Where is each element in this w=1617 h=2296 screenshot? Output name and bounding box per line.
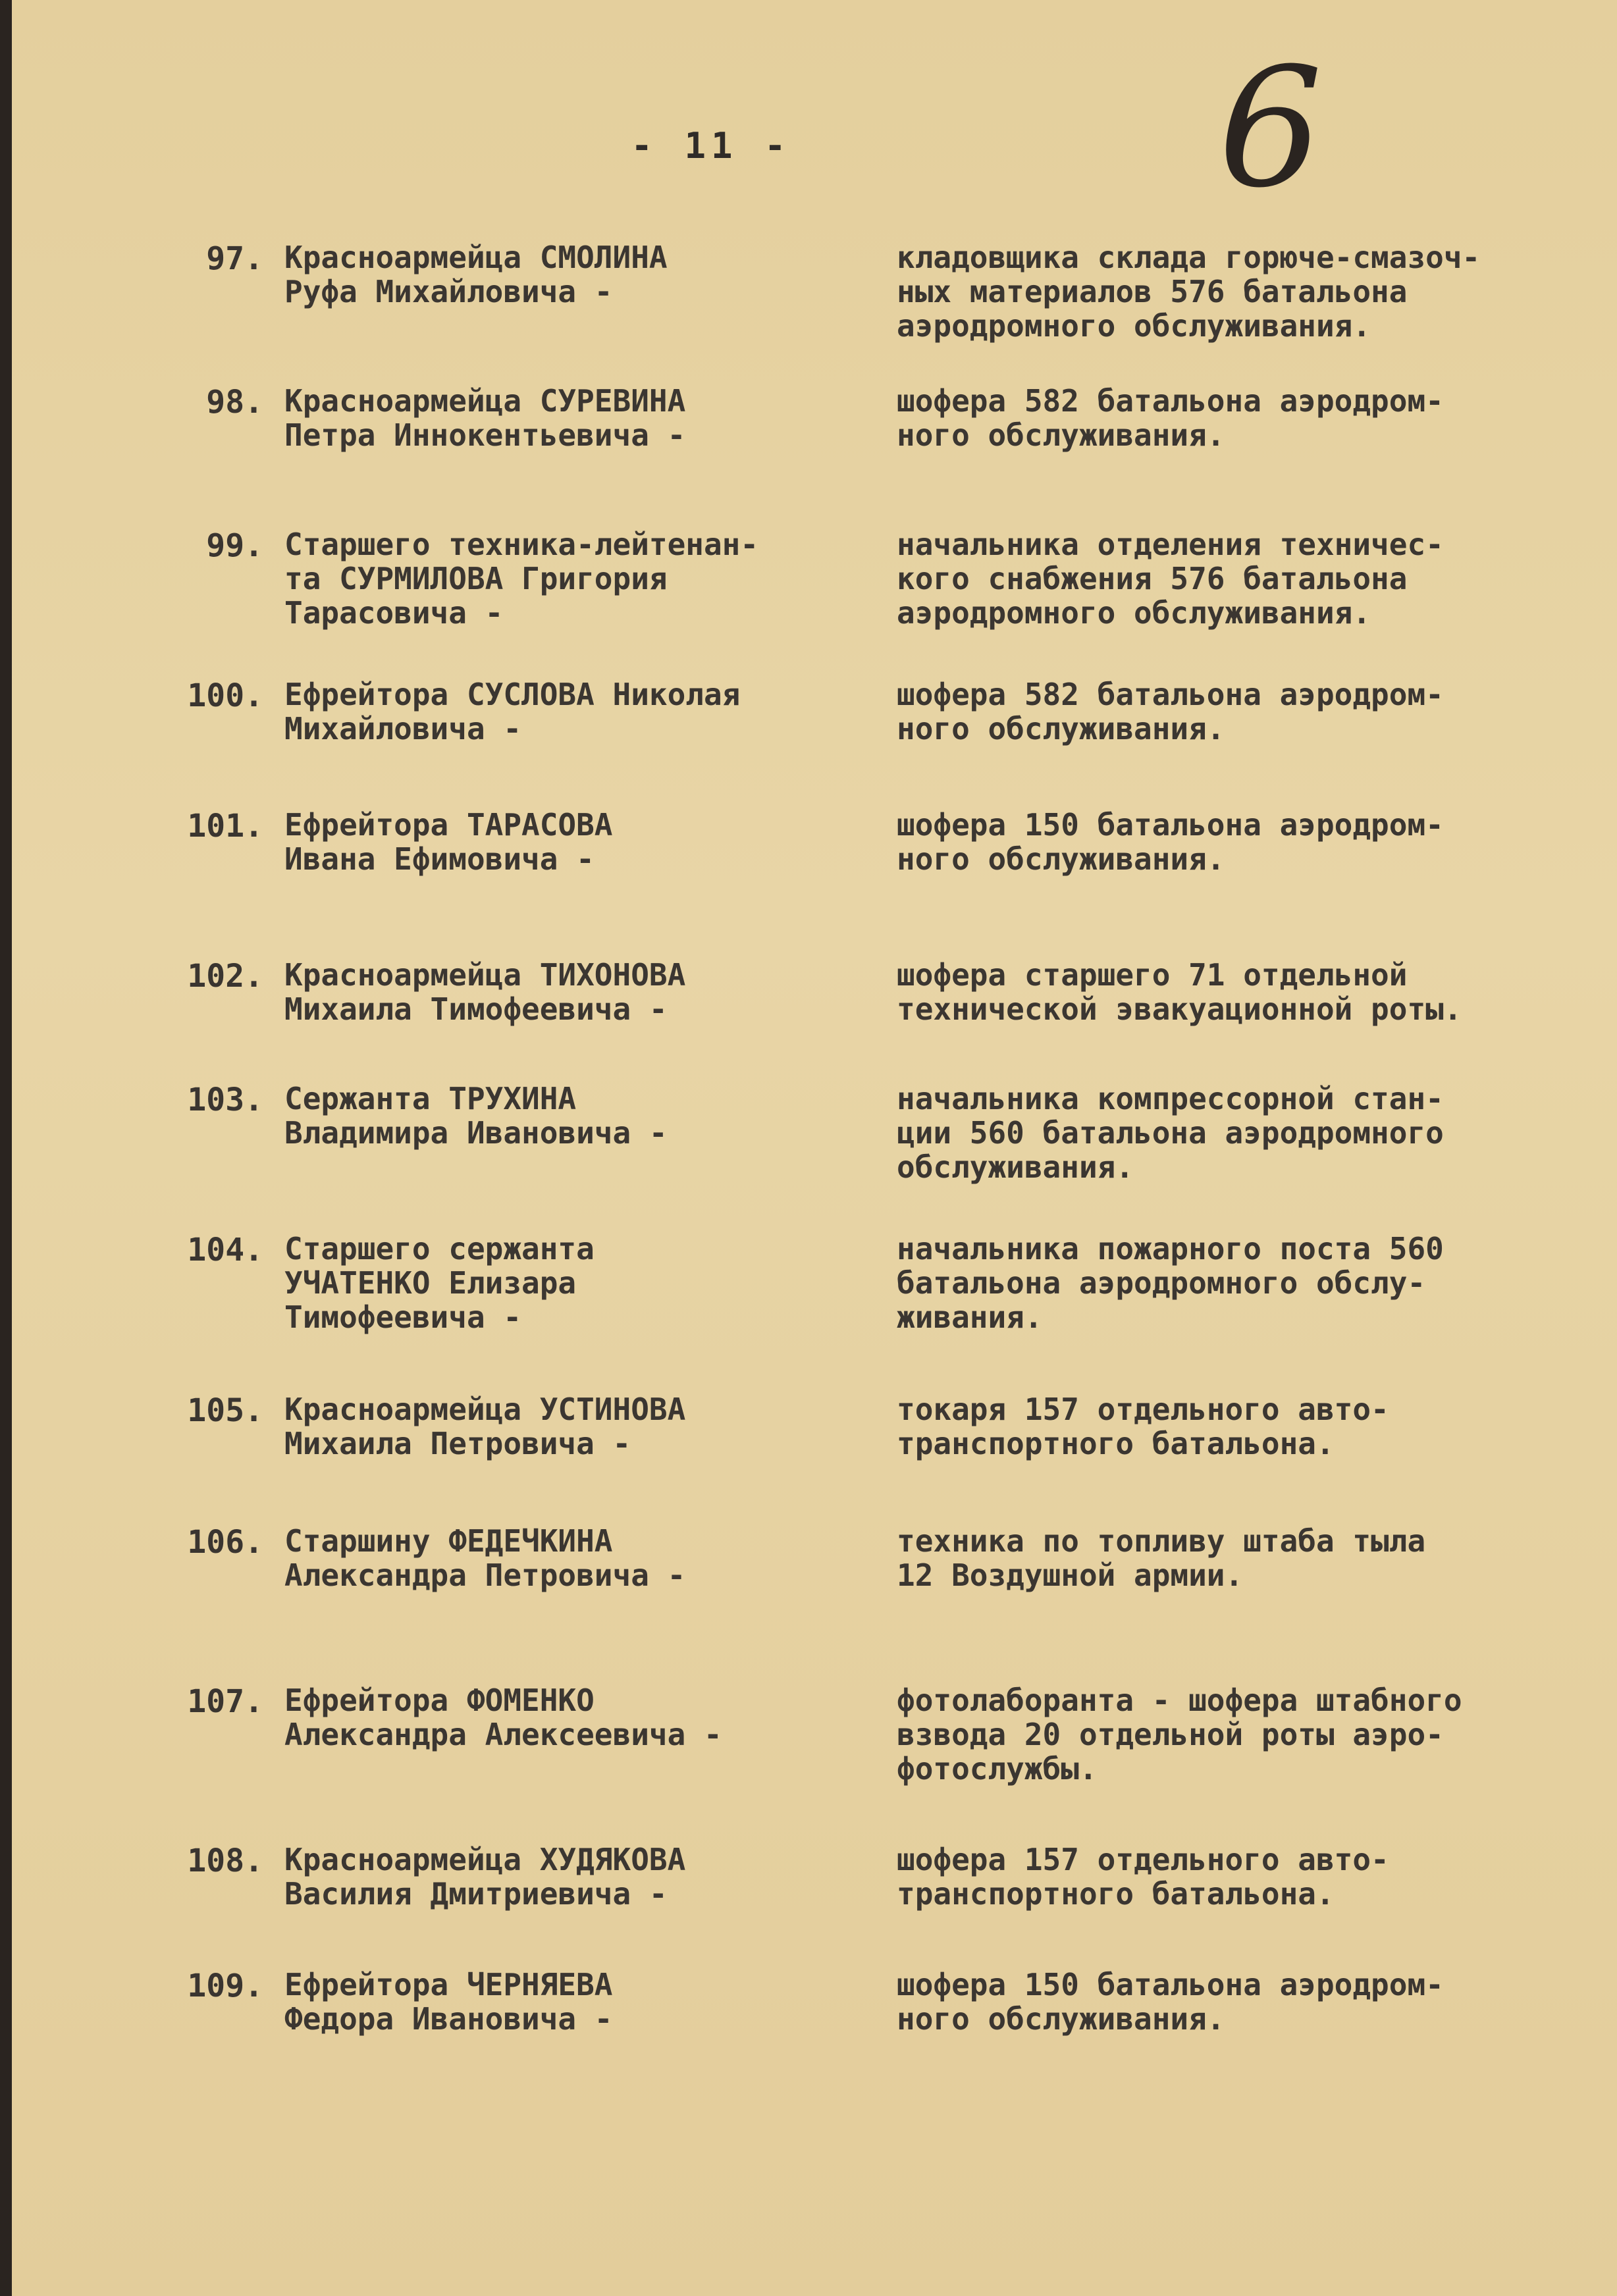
entry-name: Ефрейтора ТАРАСОВА Ивана Ефимовича -: [284, 807, 613, 877]
entry-position: начальника отделения техничес- кого снабжения 576 батальона аэродромного обслуживания.: [897, 527, 1444, 631]
list-entry: [0, 1082, 1617, 1232]
list-entry: [0, 958, 1617, 1082]
entry-name: Красноармейца ТИХОНОВА Михаила Тимофеевича -: [284, 957, 686, 1027]
entry-position: техника по топливу штаба тыла 12 Воздушной армии.: [897, 1523, 1426, 1593]
entry-position: шофера 150 батальона аэродром- ного обслуживания.: [897, 1967, 1444, 2037]
list-entry: [0, 1683, 1617, 1842]
list-entry: [0, 1232, 1617, 1392]
list-entry: [0, 808, 1617, 958]
entry-position: начальника пожарного поста 560 батальона аэродромного обслу- живания.: [897, 1231, 1444, 1335]
list-entry: [0, 1524, 1617, 1683]
list-entry: [0, 1392, 1617, 1524]
entry-position: кладовщика склада горюче-смазоч- ных материалов 576 батальона аэродромного обслуживания.: [897, 240, 1481, 344]
entry-number: 107.: [187, 1683, 263, 1720]
list-entry: [0, 527, 1617, 677]
list-entry: [0, 677, 1617, 808]
entry-number: 103.: [187, 1082, 263, 1118]
entry-position: фотолаборанта - шофера штабного взвода 20 отдельной роты аэро- фотослужбы.: [897, 1683, 1462, 1787]
entry-name: Красноармейца СУРЕВИНА Петра Иннокентьевича -: [284, 383, 686, 453]
handwritten-page-mark: 6: [1218, 32, 1323, 224]
entry-name: Старшину ФЕДЕЧКИНА Александра Петровича -: [284, 1523, 686, 1593]
entry-name: Ефрейтора СУСЛОВА Николая Михайловича -: [284, 677, 741, 746]
entry-number: 102.: [187, 958, 263, 995]
entry-number: 99.: [206, 527, 263, 564]
entry-number: 106.: [187, 1524, 263, 1561]
page-number: - 11 -: [631, 125, 791, 167]
entry-name: Сержанта ТРУХИНА Владимира Ивановича -: [284, 1081, 668, 1151]
list-entry: [0, 384, 1617, 527]
entry-number: 104.: [187, 1232, 263, 1268]
entry-name: Старшего техника-лейтенан- та СУРМИЛОВА Григория Тарасовича -: [284, 527, 759, 631]
entry-number: 97.: [206, 240, 263, 277]
entry-position: шофера 157 отдельного авто- транспортного батальона.: [897, 1842, 1389, 1912]
entry-number: 109.: [187, 1968, 263, 2004]
entry-name: Красноармейца УСТИНОВА Михаила Петровича -: [284, 1392, 686, 1461]
entry-position: шофера 582 батальона аэродром- ного обслуживания.: [897, 383, 1444, 453]
list-entry: [0, 1842, 1617, 1968]
list-entry: [0, 1968, 1617, 2073]
entry-number: 108.: [187, 1842, 263, 1879]
entry-number: 105.: [187, 1392, 263, 1429]
entry-number: 98.: [206, 384, 263, 421]
entry-number: 100.: [187, 677, 263, 714]
entry-name: Ефрейтора ФОМЕНКО Александра Алексеевича -: [284, 1683, 722, 1752]
entry-position: начальника компрессорной стан- ции 560 батальона аэродромного обслуживания.: [897, 1081, 1444, 1185]
entry-position: шофера старшего 71 отдельной технической эвакуационной роты.: [897, 957, 1462, 1027]
entry-position: шофера 150 батальона аэродром- ного обслуживания.: [897, 807, 1444, 877]
entry-name: Ефрейтора ЧЕРНЯЕВА Федора Ивановича -: [284, 1967, 613, 2037]
entry-name: Старшего сержанта УЧАТЕНКО Елизара Тимофеевича -: [284, 1231, 595, 1335]
entry-position: шофера 582 батальона аэродром- ного обслуживания.: [897, 677, 1444, 746]
entry-name: Красноармейца СМОЛИНА Руфа Михайловича -: [284, 240, 668, 309]
list-entry: [0, 240, 1617, 384]
entry-number: 101.: [187, 808, 263, 845]
entry-name: Красноармейца ХУДЯКОВА Василия Дмитриевича -: [284, 1842, 686, 1912]
entry-position: токаря 157 отдельного авто- транспортного батальона.: [897, 1392, 1389, 1461]
award-list: [0, 240, 1617, 2073]
